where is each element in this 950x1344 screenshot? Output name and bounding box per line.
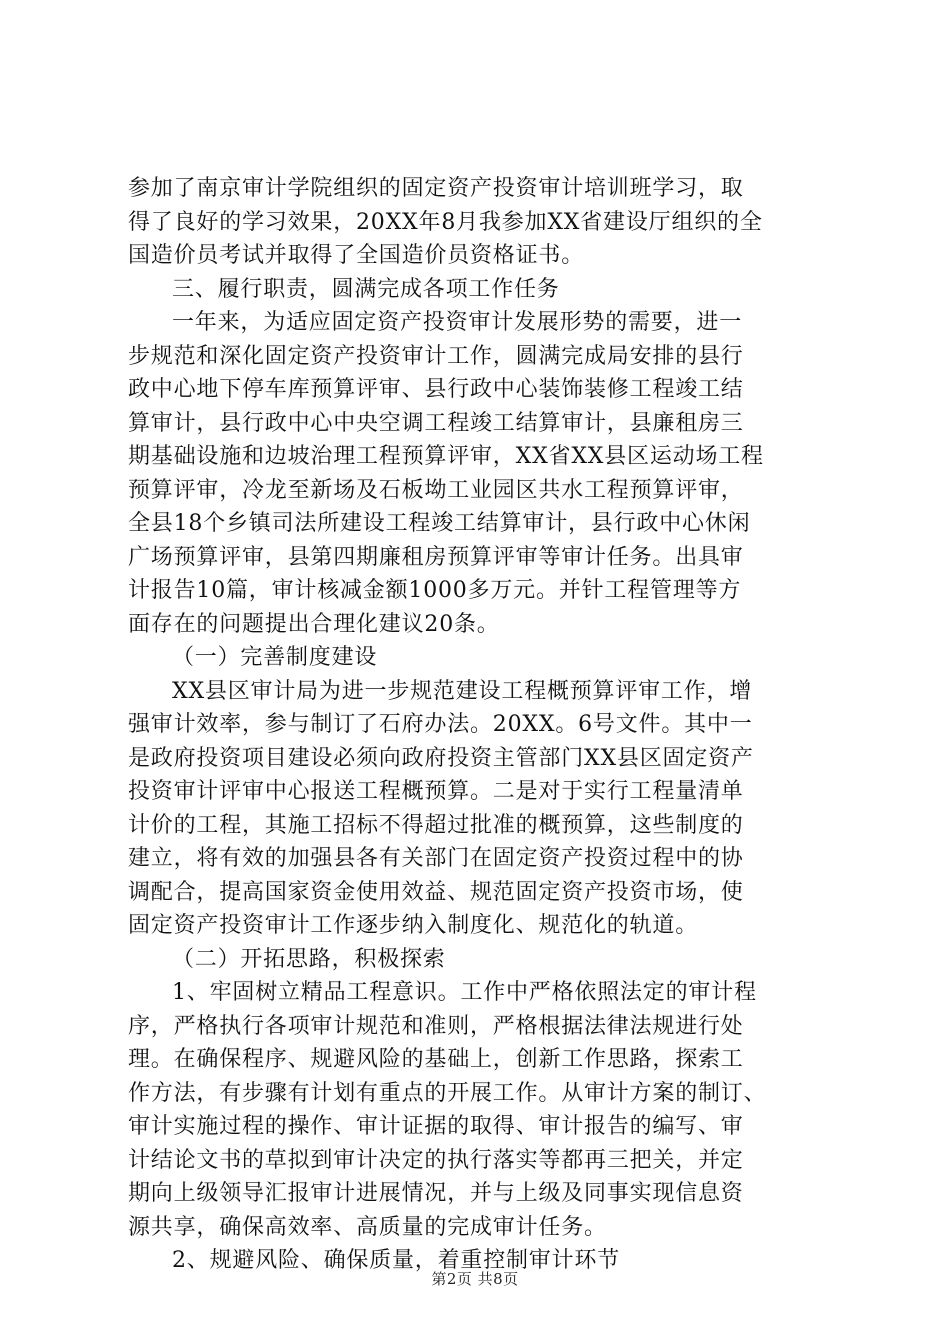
document-body [128, 172, 828, 1278]
text-line: 步规范和深化固定资产投资审计工作，圆满完成局安排的县行 [128, 343, 744, 369]
text-line: 固定资产投资审计工作逐步纳入制度化、规范化的轨道。 [128, 913, 699, 938]
text-line: 审计实施过程的操作、审计证据的取得、审计报告的编写、审 [128, 1114, 744, 1139]
page-footer: 第2页 共8页 [431, 1270, 519, 1288]
text-line: 期向上级领导汇报审计进展情况，并与上级及同事实现信息资 [128, 1181, 744, 1206]
text-line: 一年来，为适应固定资产投资审计发展形势的需要，进一 [172, 310, 743, 335]
text-line: （二）开拓思路，积极探索 [172, 946, 446, 972]
text-line: 广场预算评审，县第四期廉租房预算评审等审计任务。出具审 [128, 544, 744, 570]
text-line: 作方法，有步骤有计划有重点的开展工作。从审计方案的制订、 [128, 1080, 767, 1106]
text-line: 得了良好的学习效果，20XX年8月我参加XX省建设厅组织的全 [128, 209, 763, 235]
text-line: 期基础设施和边坡治理工程预算评审，XX省XX县区运动场工程 [128, 444, 764, 469]
text-line: 国造价员考试并取得了全国造价员资格证书。 [128, 243, 585, 268]
text-line: （一）完善制度建设 [172, 645, 378, 670]
text-line: 强审计效率，参与制订了石府办法。20XX。6号文件。其中一 [128, 712, 753, 737]
text-line: 源共享，确保高效率、高质量的完成审计任务。 [128, 1214, 607, 1240]
text-line: 2、规避风险、确保质量，着重控制审计环节 [172, 1248, 620, 1273]
text-line: 计报告10篇，审计核减金额1000多万元。并针工程管理等方 [128, 578, 742, 603]
text-line: 1、牢固树立精品工程意识。工作中严格依照法定的审计程 [172, 980, 757, 1005]
text-line: 理。在确保程序、规避风险的基础上，创新工作思路，探索工 [128, 1047, 744, 1072]
text-line: 面存在的问题提出合理化建议20条。 [128, 611, 500, 637]
text-line: 算审计，县行政中心中央空调工程竣工结算审计，县廉租房三 [128, 410, 744, 436]
text-line: 计结论文书的草拟到审计决定的执行落实等都再三把关，并定 [128, 1147, 744, 1173]
text-line: 序，严格执行各项审计规范和准则，严格根据法律法规进行处 [128, 1013, 744, 1039]
text-line: 计价的工程，其施工招标不得超过批准的概预算，这些制度的 [128, 812, 744, 838]
text-line: 参加了南京审计学院组织的固定资产投资审计培训班学习，取 [128, 176, 744, 201]
text-line: 是政府投资项目建设必须向政府投资主管部门XX县区固定资产 [128, 745, 754, 771]
text-line: 投资审计评审中心报送工程概预算。二是对于实行工程量清单 [128, 779, 744, 804]
text-line: 调配合，提高国家资金使用效益、规范固定资产投资市场，使 [128, 879, 744, 905]
text-line: 建立，将有效的加强县各有关部门在固定资产投资过程中的协 [128, 846, 744, 871]
text-line: 预算评审，冷龙至新场及石板坳工业园区共水工程预算评审， [128, 477, 744, 503]
text-line: XX县区审计局为进一步规范建设工程概预算评审工作，增 [172, 678, 753, 704]
text-line: 政中心地下停车库预算评审、县行政中心装饰装修工程竣工结 [128, 377, 744, 402]
text-line: 三、履行职责，圆满完成各项工作任务 [172, 276, 560, 302]
text-line: 全县18个乡镇司法所建设工程竣工结算审计，县行政中心休闲 [128, 511, 751, 536]
